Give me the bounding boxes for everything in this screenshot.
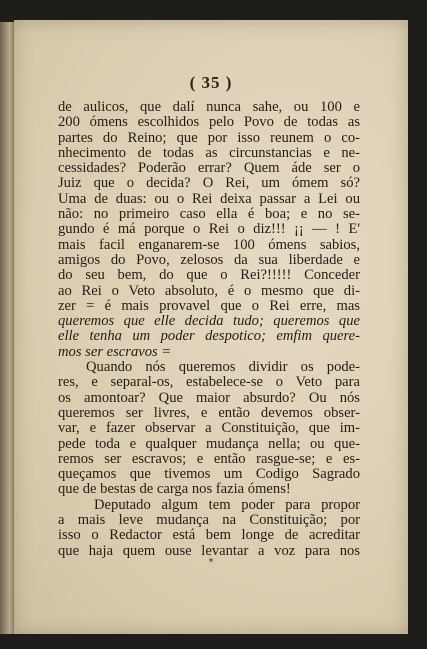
text-line: pede toda e qualquer mudança nella; ou que- — [58, 435, 360, 452]
text-line: Quando nós queremos dividir os pode- — [86, 359, 360, 376]
text-line: cessidades? Poderão errar? Quem áde ser o — [58, 160, 360, 177]
text-line: remos ser escravos; e então rasgue-se; e es- — [58, 450, 360, 467]
text-line: queçamos que tivemos um Codigo Sagrado — [58, 466, 360, 483]
facing-page-edge — [0, 22, 14, 634]
text-line: mais facil enganarem-se 100 ómens sabios, — [58, 236, 360, 253]
text-line: do seu bem, do que o Rei?!!!!! Conceder — [58, 267, 360, 284]
text-line: queremos ser livres, e então devemos obser- — [58, 404, 360, 421]
text-line: res, e separal-os, estabelece-se o Veto para — [58, 374, 360, 391]
text-line: partes do Reino; que por isso reunem o co- — [58, 129, 360, 146]
text-line: ao Rei o Veto absoluto, é o mesmo que di- — [58, 282, 360, 299]
signature-mark: * — [208, 558, 214, 568]
text-line: Uma de duas: ou o Rei deixa passar a Lei ou — [58, 190, 360, 207]
text-line: nhecimento de todas as circunstancias e ne- — [58, 144, 360, 161]
text-line: de aulicos, que dalí nunca sahe, ou 100 e — [58, 99, 360, 115]
text-line: Deputado algum tem poder para propor — [94, 496, 360, 513]
text-line: a mais leve mudança na Constituição; por — [58, 512, 360, 529]
text-line: os amontoar? Que maior absurdo? Ou nós — [58, 389, 360, 406]
text-line: queremos que elle decida tudo; queremos que — [58, 313, 360, 330]
book-page — [14, 20, 408, 634]
text-line: Juiz que o decida? O Rei, um ómem só? — [58, 175, 360, 192]
page-number-header: ( 35 ) — [189, 73, 233, 92]
text-line: var, e fazer observar a Constituição, que im- — [58, 420, 360, 437]
text-line: gundo é má porque o Rei o diz!!! ¡¡ — ! E' — [58, 221, 360, 238]
text-line: mos ser escravos = — [58, 343, 172, 360]
text-line: que haja quem ouse levantar a voz para nos — [58, 542, 360, 559]
text-line: 200 ómens escolhidos pelo Povo de todas as — [58, 114, 360, 131]
body-text — [58, 100, 360, 559]
text-line: que de bestas de carga nos fazia ómens! — [58, 481, 291, 498]
text-line: isso o Redactor está bem longe de acreditar — [58, 527, 360, 544]
text-line: não: no primeiro caso ella é boa; e no se- — [58, 206, 360, 223]
text-line: amigos do Povo, zelosos da sua liberdade e — [58, 251, 360, 268]
text-line: zer = é mais provavel que o Rei erre, mas — [58, 297, 360, 314]
text-line: elle tenha um poder despotico; emfim quere- — [58, 328, 360, 345]
